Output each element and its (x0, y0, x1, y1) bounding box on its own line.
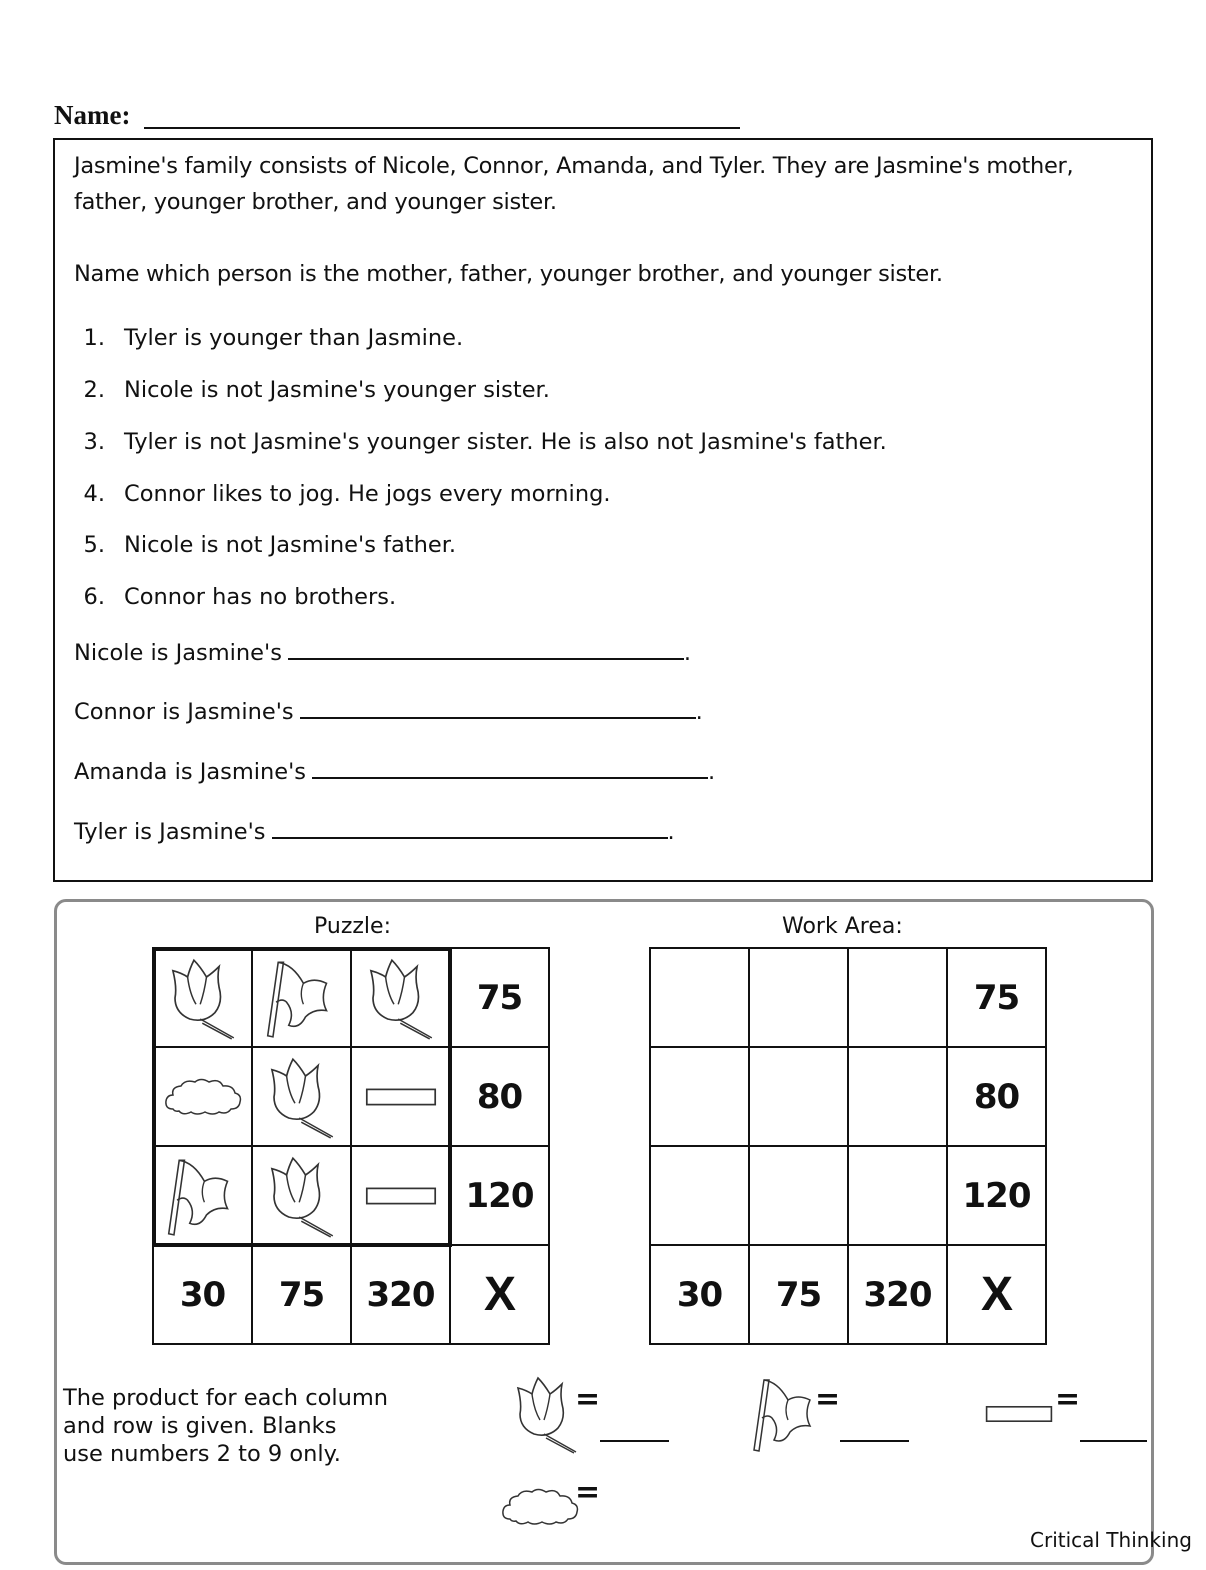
answer-period: . (695, 699, 703, 725)
instructions-line: and row is given. Blanks (63, 1413, 337, 1439)
clue-number: 4. (83, 481, 105, 507)
corner-cell: X (450, 1245, 549, 1344)
answer-row (74, 699, 703, 725)
row-product: 120 (450, 1146, 549, 1245)
column-product: 30 (153, 1245, 252, 1344)
answer-period: . (667, 819, 675, 845)
answer-blank[interactable] (312, 776, 708, 779)
column-product: 30 (650, 1245, 749, 1344)
clue-text: Connor likes to jog. He jogs every morning. (124, 481, 611, 507)
clue-text: Nicole is not Jasmine's younger sister. (124, 377, 550, 403)
work-cell[interactable] (749, 948, 848, 1047)
puzzle-cell (351, 1047, 450, 1146)
equals-sign: = (575, 1382, 601, 1417)
flag-answer-blank[interactable] (840, 1440, 909, 1442)
answer-blank[interactable] (272, 836, 668, 839)
work-cell[interactable] (749, 1146, 848, 1245)
tulip-icon (352, 956, 436, 1040)
rectangle-icon (363, 1085, 439, 1109)
row-product: 75 (450, 948, 549, 1047)
clue-number: 2. (83, 377, 105, 403)
puzzle-grid (152, 947, 550, 1345)
tulip-icon (500, 1374, 580, 1454)
clue-number: 1. (83, 325, 105, 351)
answer-label: Nicole is Jasmine's (74, 640, 282, 666)
rectangle-icon (363, 1184, 439, 1208)
puzzle-caption: Puzzle: (314, 914, 391, 939)
cloud-icon (500, 1487, 580, 1527)
work-cell[interactable] (848, 1146, 947, 1245)
cloud-icon (163, 1077, 243, 1117)
row-product: 80 (947, 1047, 1046, 1146)
tulip-icon (154, 956, 238, 1040)
puzzle-cell (351, 948, 450, 1047)
answer-row (74, 759, 715, 785)
puzzle-cell (153, 948, 252, 1047)
puzzle-cell (351, 1146, 450, 1245)
tulip-answer-blank[interactable] (600, 1440, 669, 1442)
name-field[interactable] (144, 127, 740, 129)
work-cell[interactable] (650, 948, 749, 1047)
logic-problem-box (53, 138, 1153, 882)
column-product: 320 (351, 1245, 450, 1344)
puzzle-cell (252, 948, 351, 1047)
work-cell[interactable] (650, 1047, 749, 1146)
flag-icon (253, 956, 337, 1040)
rectangle-icon (983, 1402, 1055, 1426)
footer-label: Critical Thinking (1030, 1528, 1192, 1552)
row-product: 120 (947, 1146, 1046, 1245)
answer-label: Connor is Jasmine's (74, 699, 294, 725)
answer-blank[interactable] (300, 716, 696, 719)
puzzle-cell (252, 1047, 351, 1146)
work-area-grid (649, 947, 1047, 1345)
column-product: 320 (848, 1245, 947, 1344)
rectangle-answer-blank[interactable] (1080, 1440, 1147, 1442)
work-area-caption: Work Area: (782, 914, 903, 939)
instructions (63, 1384, 388, 1468)
intro-line-1: Jasmine's family consists of Nicole, Connor, Amanda, and Tyler. They are Jasmine's mother, (74, 153, 1074, 179)
work-cell[interactable] (749, 1047, 848, 1146)
clue-text: Nicole is not Jasmine's father. (124, 532, 457, 558)
answer-label: Amanda is Jasmine's (74, 759, 307, 785)
tulip-icon (253, 1055, 337, 1139)
answer-row (74, 819, 675, 845)
answer-row (74, 640, 691, 666)
tulip-icon (253, 1154, 337, 1238)
column-product: 75 (749, 1245, 848, 1344)
flag-icon (154, 1154, 238, 1238)
answer-blank[interactable] (288, 657, 684, 660)
clue-text: Connor has no brothers. (124, 584, 397, 610)
clue-text: Tyler is younger than Jasmine. (124, 325, 464, 351)
answer-period: . (708, 759, 716, 785)
work-cell[interactable] (848, 1047, 947, 1146)
instructions-line: The product for each column (63, 1385, 389, 1411)
equals-sign: = (815, 1382, 841, 1417)
clue-number: 3. (83, 429, 105, 455)
work-cell[interactable] (650, 1146, 749, 1245)
name-label: Name: (54, 100, 131, 130)
row-product: 75 (947, 948, 1046, 1047)
row-product: 80 (450, 1047, 549, 1146)
flag-icon (740, 1374, 820, 1454)
equals-sign: = (1055, 1382, 1081, 1417)
clue-number: 6. (83, 584, 105, 610)
work-cell[interactable] (848, 948, 947, 1047)
clue-text: Tyler is not Jasmine's younger sister. He is also not Jasmine's father. (124, 429, 887, 455)
puzzle-cell (252, 1146, 351, 1245)
corner-cell: X (947, 1245, 1046, 1344)
puzzle-cell (153, 1047, 252, 1146)
equals-sign: = (575, 1475, 601, 1510)
answer-period: . (683, 640, 692, 666)
intro-line-2: father, younger brother, and younger sister. (74, 189, 557, 215)
clue-number: 5. (83, 532, 105, 558)
instructions-line: use numbers 2 to 9 only. (63, 1441, 341, 1467)
puzzle-cell (153, 1146, 252, 1245)
question-text: Name which person is the mother, father, younger brother, and younger sister. (74, 261, 943, 287)
answer-label: Tyler is Jasmine's (74, 819, 266, 845)
column-product: 75 (252, 1245, 351, 1344)
